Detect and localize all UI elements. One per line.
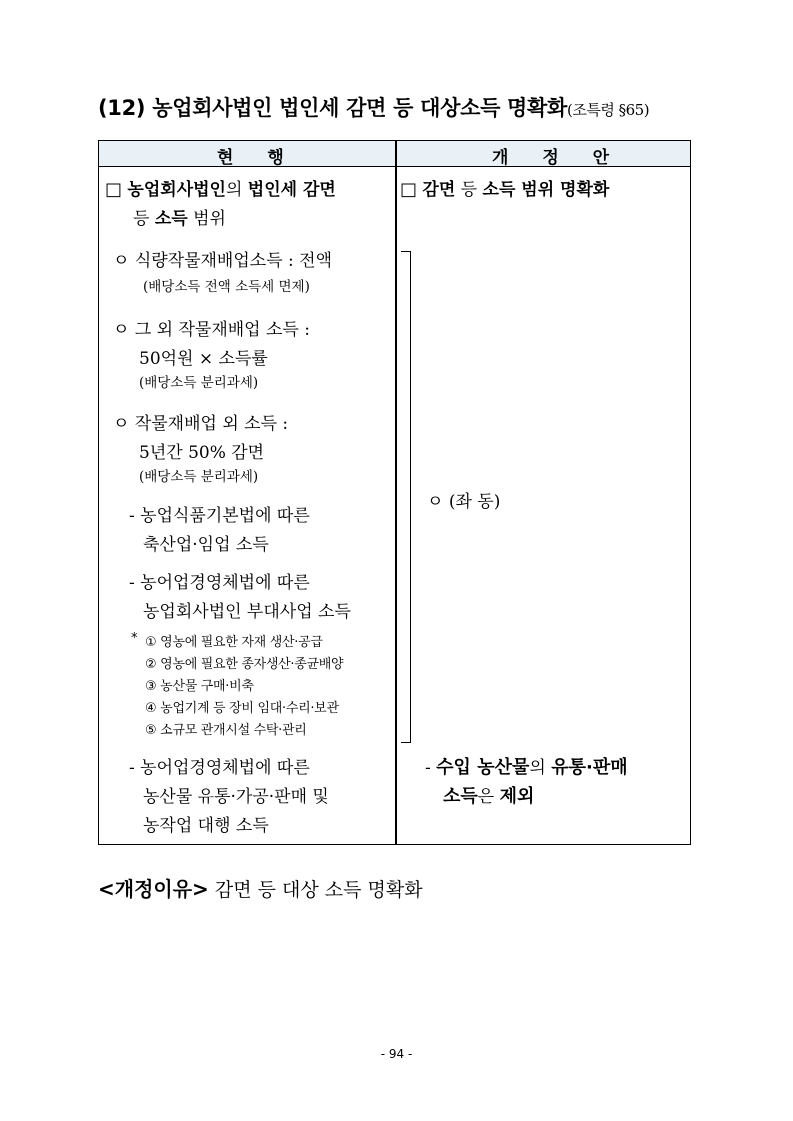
item3-line1: ㅇ 작물재배업 외 소득 : xyxy=(113,414,289,434)
page-number: - 94 - xyxy=(380,1047,413,1061)
list-item: ③ 농산물 구매·비축 xyxy=(145,679,254,694)
sub2-line2: 농업회사법인 부대사업 소득 xyxy=(143,602,351,622)
item3-line2: 5년간 50% 감면 xyxy=(139,443,265,463)
page-title xyxy=(98,92,708,122)
current-heading-line2-post: 범위 xyxy=(187,209,226,229)
current-heading-line2 xyxy=(133,204,226,229)
current-heading-bold1: 농업회사법인 xyxy=(127,180,226,200)
title-reference: (조특령 §65) xyxy=(567,101,650,119)
item2-line1: ㅇ 그 외 작물재배업 소득 : xyxy=(113,320,310,340)
revised-same: ㅇ (좌 동) xyxy=(427,492,501,512)
item1-note: (배당소득 전액 소득세 면제) xyxy=(143,279,310,295)
sub2-line1: - 농어업경영체법에 따른 xyxy=(129,573,310,593)
current-heading-line2-bold: 소득 xyxy=(154,209,188,229)
current-heading-line2-pre: 등 xyxy=(133,209,155,229)
list-item: ④ 농업기계 등 장비 임대·수리·보관 xyxy=(145,701,339,716)
list-item: ② 영농에 필요한 종자생산·종균배양 xyxy=(145,657,344,672)
revised-heading-bold2: 소득 범위 명확화 xyxy=(482,180,610,200)
header-current: 현 행 xyxy=(217,148,298,168)
grouping-bracket xyxy=(401,251,411,743)
revised-exclusion-line1 xyxy=(425,753,628,779)
header-revised: 개 정 안 xyxy=(492,148,624,168)
list-item: ① 영농에 필요한 자재 생산·공급 xyxy=(145,635,323,650)
sub1-line1: - 농업식품기본법에 따른 xyxy=(129,506,310,526)
sub3-line2: 농산물 유통·가공·판매 및 xyxy=(143,787,329,807)
checkbox-square-icon: □ xyxy=(400,179,418,200)
reason-label: <개정이유> xyxy=(98,877,209,901)
reason-text: 감면 등 대상 소득 명확화 xyxy=(214,879,423,901)
item1: ㅇ 식량작물재배업소득 : 전액 xyxy=(113,251,333,271)
revised-excl-dash: - xyxy=(425,758,437,778)
list-star: * xyxy=(131,631,138,646)
item3-note: (배당소득 분리과세) xyxy=(139,469,259,485)
column-divider xyxy=(395,141,397,844)
checkbox-square-icon: □ xyxy=(105,179,123,200)
sub3-line1: - 농어업경영체법에 따른 xyxy=(129,758,310,778)
revision-reason xyxy=(98,873,423,902)
current-heading-mid: 의 xyxy=(225,180,248,200)
revised-excl-bold1: 수입 농산물 xyxy=(436,757,530,778)
comparison-table xyxy=(98,140,691,845)
title-main: (12) 농업회사법인 법인세 감면 등 대상소득 명확화 xyxy=(98,96,568,120)
revised-excl-bold2: 유통·판매 xyxy=(551,757,628,778)
item2-note: (배당소득 분리과세) xyxy=(139,375,259,391)
revised-heading-mid: 등 xyxy=(455,180,483,200)
revised-excl-mid2: 은 xyxy=(477,787,500,807)
revised-excl-bold3: 소득 xyxy=(443,786,478,807)
revised-exclusion-line2 xyxy=(443,782,534,808)
item2-line2: 50억원 × 소득률 xyxy=(139,349,268,369)
current-heading-bold2: 법인세 감면 xyxy=(247,180,336,200)
current-heading-line1 xyxy=(105,175,336,200)
revised-excl-mid: 의 xyxy=(529,758,552,778)
revised-heading-bold1: 감면 xyxy=(422,180,456,200)
sub3-line3: 농작업 대행 소득 xyxy=(143,816,269,836)
sub1-line2: 축산업·임업 소득 xyxy=(143,535,269,555)
revised-excl-bold4: 제외 xyxy=(499,786,535,807)
revised-heading xyxy=(400,175,609,200)
list-item: ⑤ 소규모 관개시설 수탁·관리 xyxy=(145,723,307,738)
